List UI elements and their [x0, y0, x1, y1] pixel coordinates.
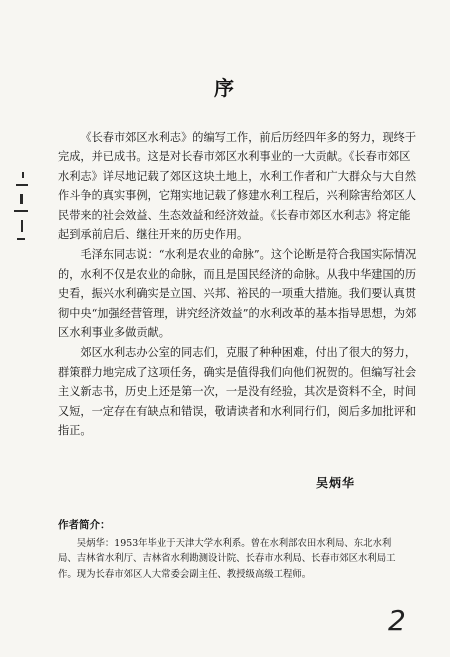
paragraph: 郊区水利志办公室的同志们，克服了种种困难，付出了很大的努力，群策群力地完成了这项任务，确实是值得我们向他们祝贺的。但编写社会主义新志书，历史上还是第一次，一是没有经验，其次是资料不全，时间又短，一定存在有缺点和错误，敬请读者和水利同行们，阅后多加批评和指正。 [58, 346, 417, 438]
author-intro-heading: 作者简介： [58, 519, 111, 531]
binding-marks [8, 172, 38, 252]
preface-body [58, 128, 418, 441]
paragraph: 《长春市郊区水利志》的编写工作，前后历经四年多的努力，现终于完成，并已成书。这是对长春市郊区水利事业的一大贡献。《长春市郊区水利志》详尽地记载了郊区这块土地上，水利工作者和广大群众与大自然作斗争的真实事例，它翔实地记载了修建水利工程后，兴利除害给郊区人民带来的社会效益、生态效益和经济效益。《长春市郊区水利志》将定能起到承前启后、继往开来的历史作用。 [58, 131, 417, 242]
paragraph: 毛泽东同志说：“水利是农业的命脉”。这个论断是符合我国实际情况的，水利不仅是农业的命脉，而且是国民经济的命脉。从我中华建国的历史看，振兴水利确实是立国、兴邦、裕民的一项重大措施。我们要认真贯彻中央“加强经营管理，讲究经济效益”的水利改革的基本指导思想，为郊区水利事业多做贡献。 [58, 248, 417, 340]
handwritten-page-number: 2 [388, 604, 406, 637]
author-signature: 吴炳华 [316, 476, 356, 490]
author-intro-text: 吴炳华：1953年毕业于天津大学水利系。曾在水利部农田水利局、东北水利局、吉林省水利厅、吉林省水利勘测设计院、长春市水利局、长春市郊区水利局工作。现为长春市郊区人大常委会副主任、教授级高级工程师。 [58, 538, 396, 580]
page-title: 序 [214, 76, 236, 100]
